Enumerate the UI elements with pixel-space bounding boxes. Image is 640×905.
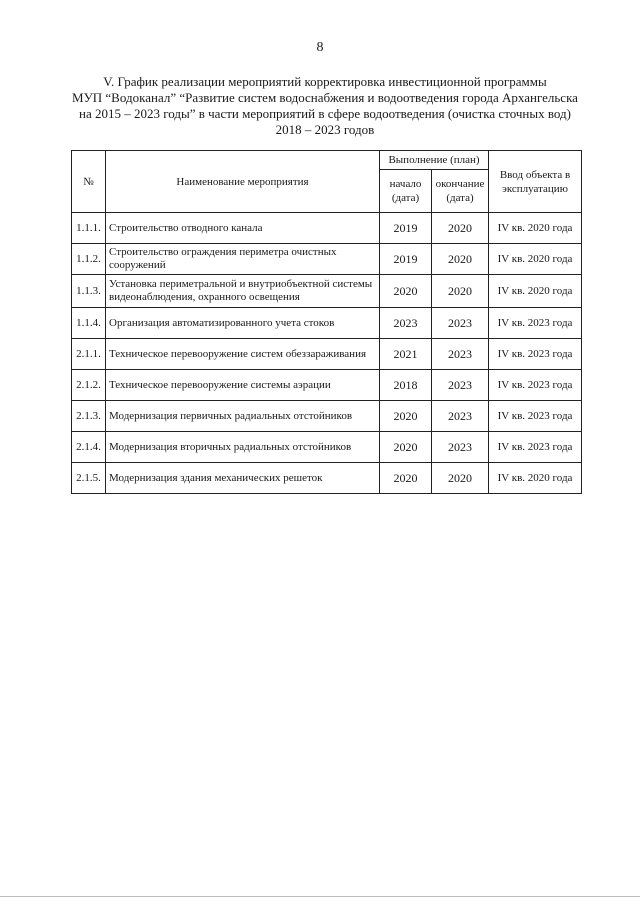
header-end: окончание (дата) (432, 170, 489, 213)
start-year: 2019 (380, 244, 432, 275)
start-year: 2020 (380, 401, 432, 432)
activity-name: Организация автоматизированного учета стоков (106, 308, 380, 339)
header-num: № (72, 151, 106, 213)
row-number: 1.1.2. (72, 244, 106, 275)
header-execution: Выполнение (план) (380, 151, 489, 170)
row-number: 2.1.4. (72, 432, 106, 463)
start-year: 2019 (380, 213, 432, 244)
activity-name: Техническое перевооружение систем обеззараживания (106, 339, 380, 370)
table-row (72, 213, 582, 244)
commissioning-date: IV кв. 2020 года (489, 463, 582, 494)
schedule-table (71, 150, 582, 494)
commissioning-date: IV кв. 2020 года (489, 275, 582, 308)
end-year: 2023 (432, 339, 489, 370)
start-year: 2020 (380, 463, 432, 494)
table-row (72, 339, 582, 370)
table-row (72, 244, 582, 275)
commissioning-date: IV кв. 2023 года (489, 339, 582, 370)
document-heading (60, 74, 590, 138)
heading-line-1: V. График реализации мероприятий корректировка инвестиционной программы (103, 74, 547, 89)
table-row (72, 432, 582, 463)
activity-name: Строительство отводного канала (106, 213, 380, 244)
activity-name: Модернизация вторичных радиальных отстойников (106, 432, 380, 463)
start-year: 2018 (380, 370, 432, 401)
heading-line-3: на 2015 – 2023 годы” в части мероприятий в сфере водоотведения (очистка сточных вод) (79, 106, 571, 121)
end-year: 2023 (432, 401, 489, 432)
commissioning-date: IV кв. 2023 года (489, 432, 582, 463)
header-commissioning: Ввод объекта в эксплуатацию (489, 151, 582, 213)
header-name: Наименование мероприятия (106, 151, 380, 213)
start-year: 2020 (380, 275, 432, 308)
start-year: 2021 (380, 339, 432, 370)
activity-name: Установка периметральной и внутриобъектной системы видеонаблюдения, охранного освещения (106, 275, 380, 308)
table-row (72, 463, 582, 494)
heading-line-2: МУП “Водоканал” “Развитие систем водоснабжения и водоотведения города Архангельска (72, 90, 578, 105)
table-row (72, 401, 582, 432)
row-number: 1.1.4. (72, 308, 106, 339)
activity-name: Техническое перевооружение системы аэрации (106, 370, 380, 401)
commissioning-date: IV кв. 2023 года (489, 370, 582, 401)
row-number: 2.1.1. (72, 339, 106, 370)
commissioning-date: IV кв. 2023 года (489, 401, 582, 432)
end-year: 2023 (432, 432, 489, 463)
activity-name: Модернизация первичных радиальных отстойников (106, 401, 380, 432)
table-row (72, 370, 582, 401)
row-number: 1.1.3. (72, 275, 106, 308)
end-year: 2023 (432, 370, 489, 401)
end-year: 2020 (432, 463, 489, 494)
start-year: 2020 (380, 432, 432, 463)
commissioning-date: IV кв. 2020 года (489, 244, 582, 275)
table-row (72, 275, 582, 308)
page-number: 8 (316, 40, 324, 55)
row-number: 2.1.3. (72, 401, 106, 432)
table-row (72, 308, 582, 339)
end-year: 2020 (432, 244, 489, 275)
end-year: 2020 (432, 213, 489, 244)
activity-name: Строительство ограждения периметра очистных сооружений (106, 244, 380, 275)
page-bottom-edge (0, 896, 640, 897)
start-year: 2023 (380, 308, 432, 339)
end-year: 2020 (432, 275, 489, 308)
row-number: 2.1.2. (72, 370, 106, 401)
end-year: 2023 (432, 308, 489, 339)
row-number: 2.1.5. (72, 463, 106, 494)
commissioning-date: IV кв. 2020 года (489, 213, 582, 244)
heading-line-4: 2018 – 2023 годов (275, 122, 375, 137)
row-number: 1.1.1. (72, 213, 106, 244)
commissioning-date: IV кв. 2023 года (489, 308, 582, 339)
header-start: начало (дата) (380, 170, 432, 213)
activity-name: Модернизация здания механических решеток (106, 463, 380, 494)
